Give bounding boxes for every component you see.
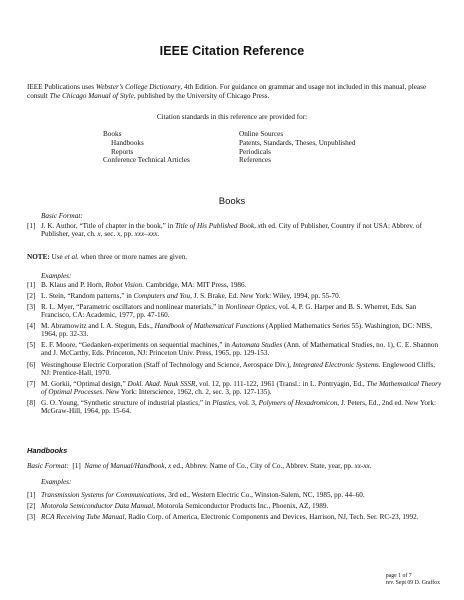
toc-item-patents: Patents, Standards, Theses, Unpublished [239, 138, 356, 147]
toc-item-online: Online Sources [239, 130, 284, 138]
toc-item-reports: Reports [111, 147, 134, 156]
provided-for-text: Citation standards in this reference are provided for: [156, 113, 308, 121]
page-title: IEEE Citation Reference [159, 44, 305, 58]
books-examples-label: Examples: [41, 272, 72, 280]
handbooks-basic-format-label: Basic Format: [27, 462, 69, 470]
handbooks-format-entry: Basic Format: [1] Name of Manual/Handbook, x ed., Abbrev. Name of Co., City of Co., Abbrev. State, year, pp. xx-xx. [27, 462, 372, 470]
handbooks-examples-label: Examples: [41, 478, 72, 486]
page-number: page 1 of 7 [385, 573, 412, 579]
intro-paragraph [27, 83, 441, 100]
toc-item-books: Books [103, 130, 122, 138]
reference-text: J. K. Author, “Title of chapter in the book,” in Title of His Published Book, xth ed. City of Publisher, Country if not USA: Abbrev. of Publisher, year, ch. x, sec. x, pp. xxx–xxx. [41, 222, 423, 239]
style-manual-title: The Chicago Manual of Style [49, 91, 134, 100]
toc-item-references: References [239, 156, 271, 165]
revision-note: rev. Sept 09 D. Graffox [385, 579, 440, 586]
toc-item-conference: Conference Technical Articles [103, 156, 190, 165]
dictionary-title: Webster’s College Dictionary [95, 83, 181, 91]
reference-number: [1] [27, 222, 36, 230]
toc-item-handbooks: Handbooks [111, 138, 144, 147]
intro-text-1: IEEE Publications uses [27, 83, 96, 91]
intro-text-3: , published by the University of Chicago Press. [133, 91, 270, 100]
toc-item-periodicals: Periodicals [239, 147, 271, 156]
books-heading: Books [218, 196, 246, 207]
toc-left-column [103, 130, 190, 165]
toc-right-column [239, 130, 355, 165]
books-note: NOTE: Use et al. when three or more names are given. [27, 253, 188, 261]
document-page: IEEE Citation Reference IEEE Publications uses Webster’s College Dictionary, 4th Edition. For guidance on grammar and usage not included in this manual, please consult The Chicago Manual of Style, published by the University of Chicago Press. Citation standards in this reference are provided for: Books Handbooks Reports Conference Technical Articles Online Sources Patents, Standards, Theses, Unpublished Periodicals References Books Basic Format: [1] J. K. Author, “Title of chapter in the book,” in Title of His Published Book, xth ed. City of Publisher, Country if not USA: Abbrev. of Publisher, year, ch. x, sec. x, pp. xxx–xxx. NOTE: Use et al. when three or more names are given. Examples: [1] B. Klaus and P. Horn, Robot Vision. Cambridge, MA: MIT Press, 1986. [2] L. Stein, “Random patterns,” in Computers and You, J. S. Brake, Ed. New York: Wiley, 1994, pp. 55-70. [3] R. L. Myer, “Parametric oscillators and nonlinear materials,” in Nonlinear Optics, vol. 4, P. G. Harper and B. S. Wherret, Eds. San Francisco, CA: Academic, 1977, pp. 47-160. [4] M. Abramowitz and I. A. Stegun, Eds., Handbook of Mathematical Functions (Applied Mathematics Series 55). Washington, DC: NBS, 1964, pp. 32-33. [5] E. F. Moore, “Gedanken-experiments on sequential machines,” in Automata Studies (Ann. of Mathematical Studies, no. 1), C. E. Shannon and J. McCarthy, Eds. Princeton, NJ: Princeton Univ. Press, 1965, pp. 129-153. [6] Westinghouse Electric Corporation (Staff of Technology and Science, Aerospace Div.), Integrated Electronic Systems. Englewood Cliffs, NJ: Prentice-Hall, 1970. [7] M. Gorkii, “Optimal design,” Dokl. Akad. Nauk SSSR, vol. 12, pp. 111-122, 1961 (Transl.: in L. Pontryagin, Ed., The Mathematical Theory of Optimal Processes. New York: Interscience, 1962, ch. 2, sec. 3, pp. 127-135). [8] G. O. Young, “Synthetic structure of industrial plastics,” in Plastics, vol. 3, Polymers of Hexadromicon, J. Peters, Ed., 2nd ed. New York: McGraw-Hill, 1964, pp. 15-64. Handbooks Basic Format: [1] Name of Manual/Handbook, x ed., Abbrev. Name of Co., City of Co., Abbrev. State, year, pp. xx-xx. Examples: [1] Transmission Systems for Communications, 3rd ed., Western Electric Co., Winston-Salem, NC, 1985, pp. 44–60. [2] Motorola Semiconductor Data Manual, Motorola Semiconductor Products Inc., Phoenix, AZ, 1989. [3] RCA Receiving Tube Manual, Radio Corp. of America, Electronic Components and Devices, Harrison, NJ, Tech. Ser. RC-23, 1992. page 1 of 7 rev. Sept 09 D. Graffox [0, 0, 464, 600]
intro-text-2: , 4th Edition. For guidance on grammar and usage not included in this manual, please consult [27, 83, 427, 100]
page-footer [386, 573, 440, 586]
books-basic-format-label: Basic Format: [41, 212, 83, 220]
handbooks-heading: Handbooks [27, 446, 68, 455]
